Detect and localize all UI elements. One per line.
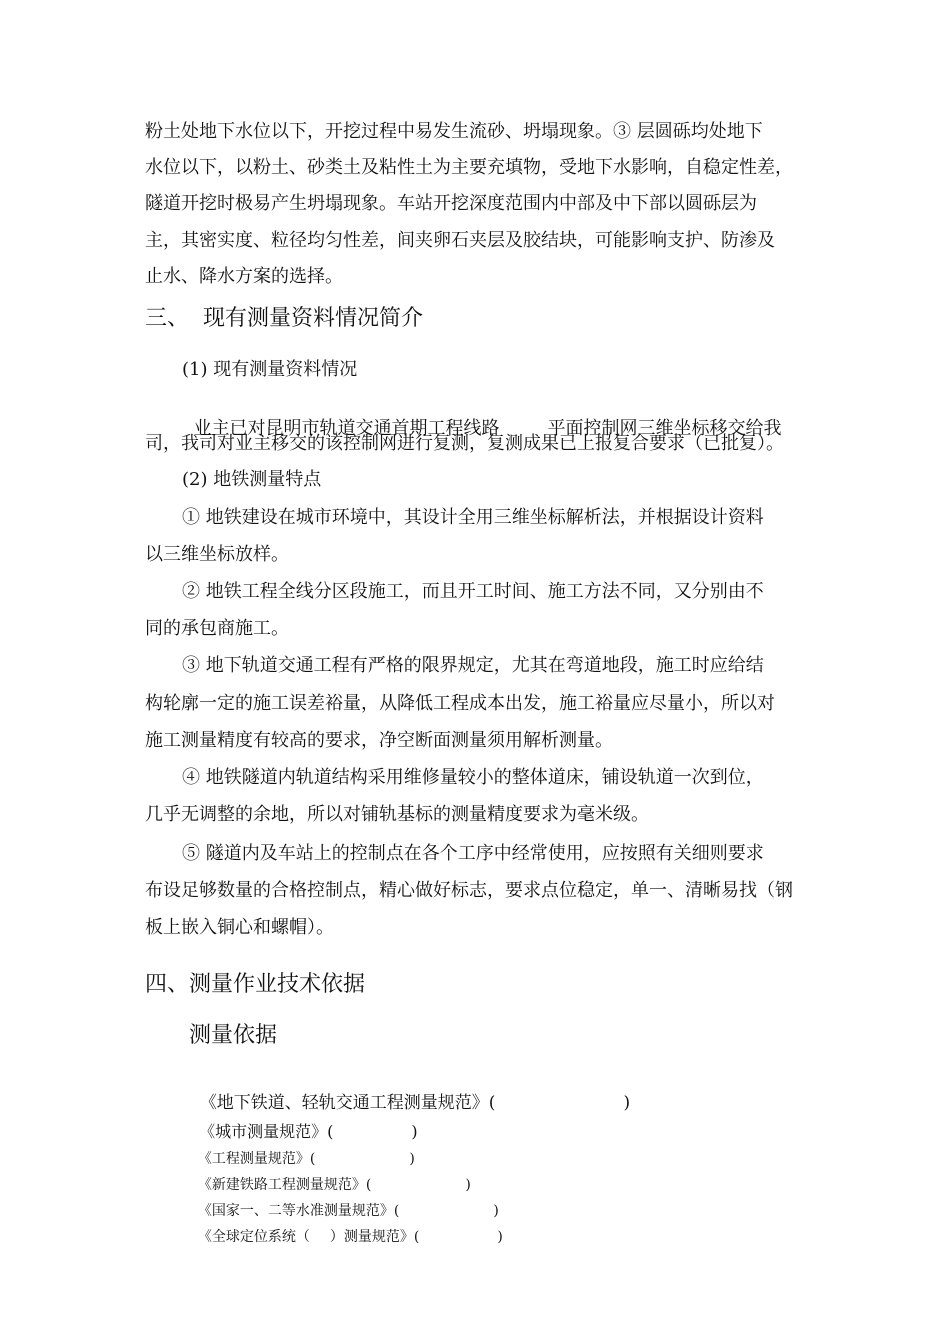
point3-line3: 施工测量精度有较高的要求，净空断面测量须用解析测量。 [145,730,613,751]
reference-item: 《国家一、二等水准测量规范》( ) [197,1203,499,1219]
reference-item: 《新建铁路工程测量规范》( ) [197,1177,471,1193]
item2-title: (2) 地铁测量特点 [182,469,322,490]
point4-line1: ④ 地铁隧道内轨道结构采用维修量较小的整体道床，铺设轨道一次到位， [182,767,764,788]
point5-line3: 板上嵌入铜心和螺帽）。 [145,917,334,938]
reference-item: 《全球定位系统（ ）测量规范》( ) [197,1229,503,1245]
intro-line-4: 主，其密实度、粒径均匀性差，间夹卵石夹层及胶结块，可能影响支护、防渗及 [145,230,775,251]
point3-line2: 构轮廓一定的施工误差裕量，从降低工程成本出发，施工裕量应尽量小，所以对 [145,693,775,714]
para1-part2: 平面控制网三维坐标移交给我 [547,418,782,439]
reference-item: 《城市测量规范》( ) [199,1122,418,1141]
point4-line2: 几乎无调整的余地，所以对铺轨基标的测量精度要求为毫米级。 [145,804,649,825]
reference-item: 《地下铁道、轻轨交通工程测量规范》( ) [199,1093,631,1113]
intro-line-5: 止水、降水方案的选择。 [145,266,343,287]
point3-line1: ③ 地下轨道交通工程有严格的限界规定，尤其在弯道地段，施工时应给结 [182,655,764,676]
section4-subheading: 测量依据 [189,1023,278,1048]
point1-line1: ① 地铁建设在城市环境中，其设计全用三维坐标解析法，并根据设计资料 [182,507,764,528]
intro-line-3: 隧道开挖时极易产生坍塌现象。车站开挖深度范围内中部及中下部以圆砾层为 [145,193,757,214]
reference-item: 《工程测量规范》( ) [197,1151,415,1167]
section3-para1-line2: 司，我司对业主移交的该控制网进行复测，复测成果已上报复合要求（已批复）。 [145,433,784,454]
para1-part1: 业主已对昆明市轨道交通首期工程线路 [193,418,500,439]
section4-heading: 四、测量作业技术依据 [145,972,366,997]
point5-line2: 布设足够数量的合格控制点，精心做好标志，要求点位稳定，单一、清晰易找（钢 [145,880,793,901]
intro-text: 粉土处地下水位以下，开挖过程中易发生流砂、坍塌现象。③ 层圆砾均处地下 [145,121,763,142]
item1-title: (1) 现有测量资料情况 [182,359,358,380]
intro-line-2: 水位以下，以粉土、砂类土及粘性土为主要充填物，受地下水影响，自稳定性差， [145,157,793,178]
section3-heading: 三、 现有测量资料情况简介 [145,306,423,331]
point2-line1: ② 地铁工程全线分区段施工，而且开工时间、施工方法不同，又分别由不 [182,581,764,602]
point2-line2: 同的承包商施工。 [145,618,289,639]
intro-line-1 [145,121,805,143]
point1-line2: 以三维坐标放样。 [145,544,289,565]
point5-line1: ⑤ 隧道内及车站上的控制点在各个工序中经常使用，应按照有关细则要求 [182,843,764,864]
